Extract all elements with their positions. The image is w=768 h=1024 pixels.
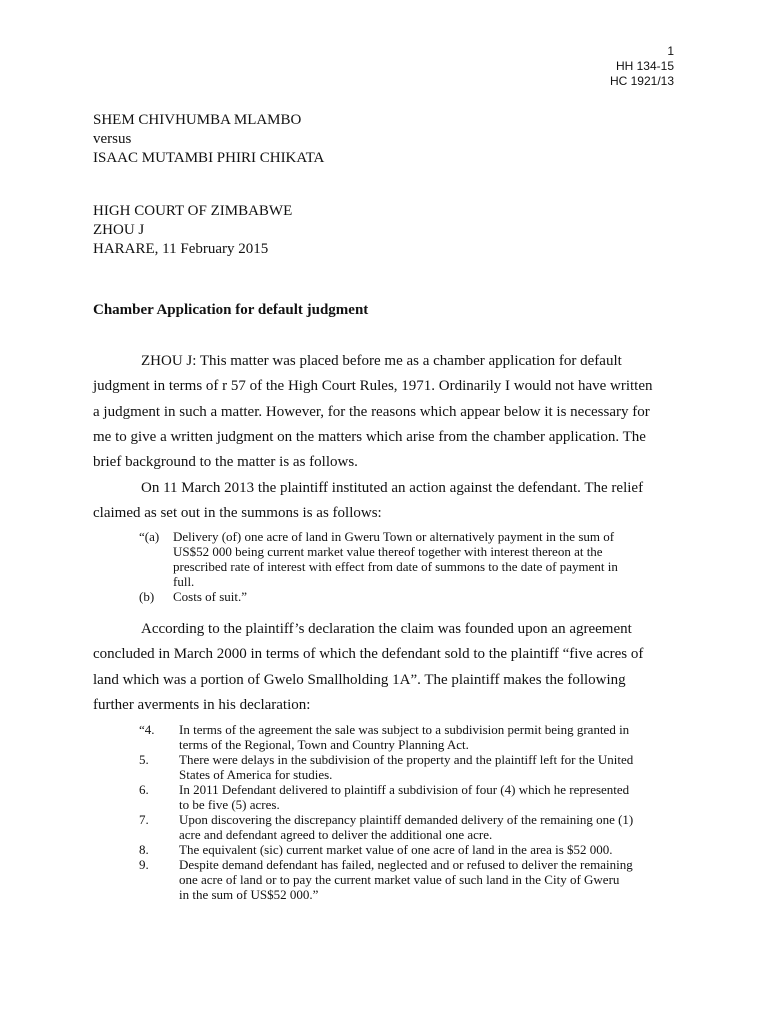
judge-name: ZHOU J	[93, 222, 145, 238]
averment-line: Upon discovering the discrepancy plaintiff demanded delivery of the remaining one (1)	[179, 812, 634, 827]
paragraph-introduction	[93, 349, 675, 475]
paragraph-line: claimed as set out in the summons is as follows:	[93, 505, 382, 522]
claim-item-text	[173, 529, 675, 589]
averment-label: 5.	[139, 752, 149, 767]
claim-item	[139, 529, 675, 589]
averment-label: “4.	[139, 722, 155, 737]
averment-text	[179, 722, 675, 752]
case-parties	[93, 111, 324, 168]
averment-item	[139, 722, 675, 752]
plaintiff-name: SHEM CHIVHUMBA MLAMBO	[93, 112, 302, 128]
court-details	[93, 202, 292, 259]
averment-item	[139, 812, 675, 842]
paragraph-declaration	[93, 617, 675, 718]
paragraph-line: a judgment in such a matter. However, for the reasons which appear below it is necessary for	[93, 403, 650, 420]
averment-item	[139, 782, 675, 812]
averment-line: In terms of the agreement the sale was subject to a subdivision permit being granted in	[179, 722, 630, 737]
averment-label: 7.	[139, 812, 149, 827]
case-number: HC 1921/13	[609, 74, 674, 88]
paragraph-line: brief background to the matter is as follows.	[93, 454, 358, 471]
averment-line: Despite demand defendant has failed, neglected and or refused to deliver the remaining	[179, 857, 633, 872]
claim-item-label: “(a)	[139, 529, 160, 544]
judgment-number: HH 134-15	[615, 59, 674, 73]
averment-line: There were delays in the subdivision of the property and the plaintiff left for the United	[179, 752, 634, 767]
summons-claim-quote	[139, 529, 675, 604]
claim-line: Delivery (of) one acre of land in Gweru Town or alternatively payment in the sum of	[173, 529, 615, 544]
place-date: HARARE, 11 February 2015	[93, 241, 269, 257]
defendant-name: ISAAC MUTAMBI PHIRI CHIKATA	[93, 150, 325, 166]
document-header-reference	[610, 44, 674, 89]
claim-line: full.	[173, 574, 195, 589]
paragraph-line: further averments in his declaration:	[93, 696, 311, 713]
averment-text	[179, 842, 675, 857]
averment-text	[179, 812, 675, 842]
averment-line: The equivalent (sic) current market value of one acre of land in the area is $52 000.	[179, 842, 613, 857]
averment-line: States of America for studies.	[179, 767, 333, 782]
averment-label: 6.	[139, 782, 149, 797]
averment-item	[139, 857, 675, 902]
averment-line: In 2011 Defendant delivered to plaintiff a subdivision of four (4) which he represented	[179, 782, 630, 797]
paragraph-line: judgment in terms of r 57 of the High Court Rules, 1971. Ordinarily I would not have written	[93, 378, 653, 395]
averment-line: one acre of land or to pay the current market value of such land in the City of Gweru	[179, 872, 620, 887]
paragraph-line: According to the plaintiff’s declaration the claim was founded upon an agreement	[141, 621, 632, 637]
paragraph-line: land which was a portion of Gwelo Smallholding 1A”. The plaintiff makes the following	[93, 671, 626, 688]
claim-item	[139, 589, 675, 604]
averment-text	[179, 782, 675, 812]
claim-line: US$52 000 being current market value thereof together with interest thereon at the	[173, 544, 603, 559]
court-name: HIGH COURT OF ZIMBABWE	[93, 203, 293, 219]
averment-text	[179, 752, 675, 782]
claim-line: Costs of suit.”	[173, 589, 248, 604]
page-number: 1	[667, 44, 674, 58]
claim-item-text	[173, 589, 675, 604]
averment-label: 9.	[139, 857, 149, 872]
paragraph-line: On 11 March 2013 the plaintiff instituted an action against the defendant. The relief	[141, 480, 644, 496]
paragraph-line: me to give a written judgment on the matters which arise from the chamber application. The	[93, 428, 646, 445]
averment-line: terms of the Regional, Town and Country Planning Act.	[179, 737, 469, 752]
versus-label: versus	[93, 131, 132, 147]
averment-item	[139, 752, 675, 782]
claim-line: prescribed rate of interest with effect from date of summons to the date of payment in	[173, 559, 618, 574]
averment-label: 8.	[139, 842, 149, 857]
claim-item-label: (b)	[139, 589, 155, 604]
averment-text	[179, 857, 675, 902]
averment-line: in the sum of US$52 000.”	[179, 887, 319, 902]
paragraph-line: concluded in March 2000 in terms of which the defendant sold to the plaintiff “five acres of	[93, 646, 644, 663]
declaration-averments-quote	[139, 722, 675, 902]
document-heading: Chamber Application for default judgment	[93, 302, 369, 318]
paragraph-summons	[93, 476, 675, 527]
averment-item	[139, 842, 675, 857]
averment-line: to be five (5) acres.	[179, 797, 280, 812]
averment-line: acre and defendant agreed to deliver the additional one acre.	[179, 827, 493, 842]
paragraph-line: ZHOU J: This matter was placed before me as a chamber application for default	[141, 353, 622, 369]
